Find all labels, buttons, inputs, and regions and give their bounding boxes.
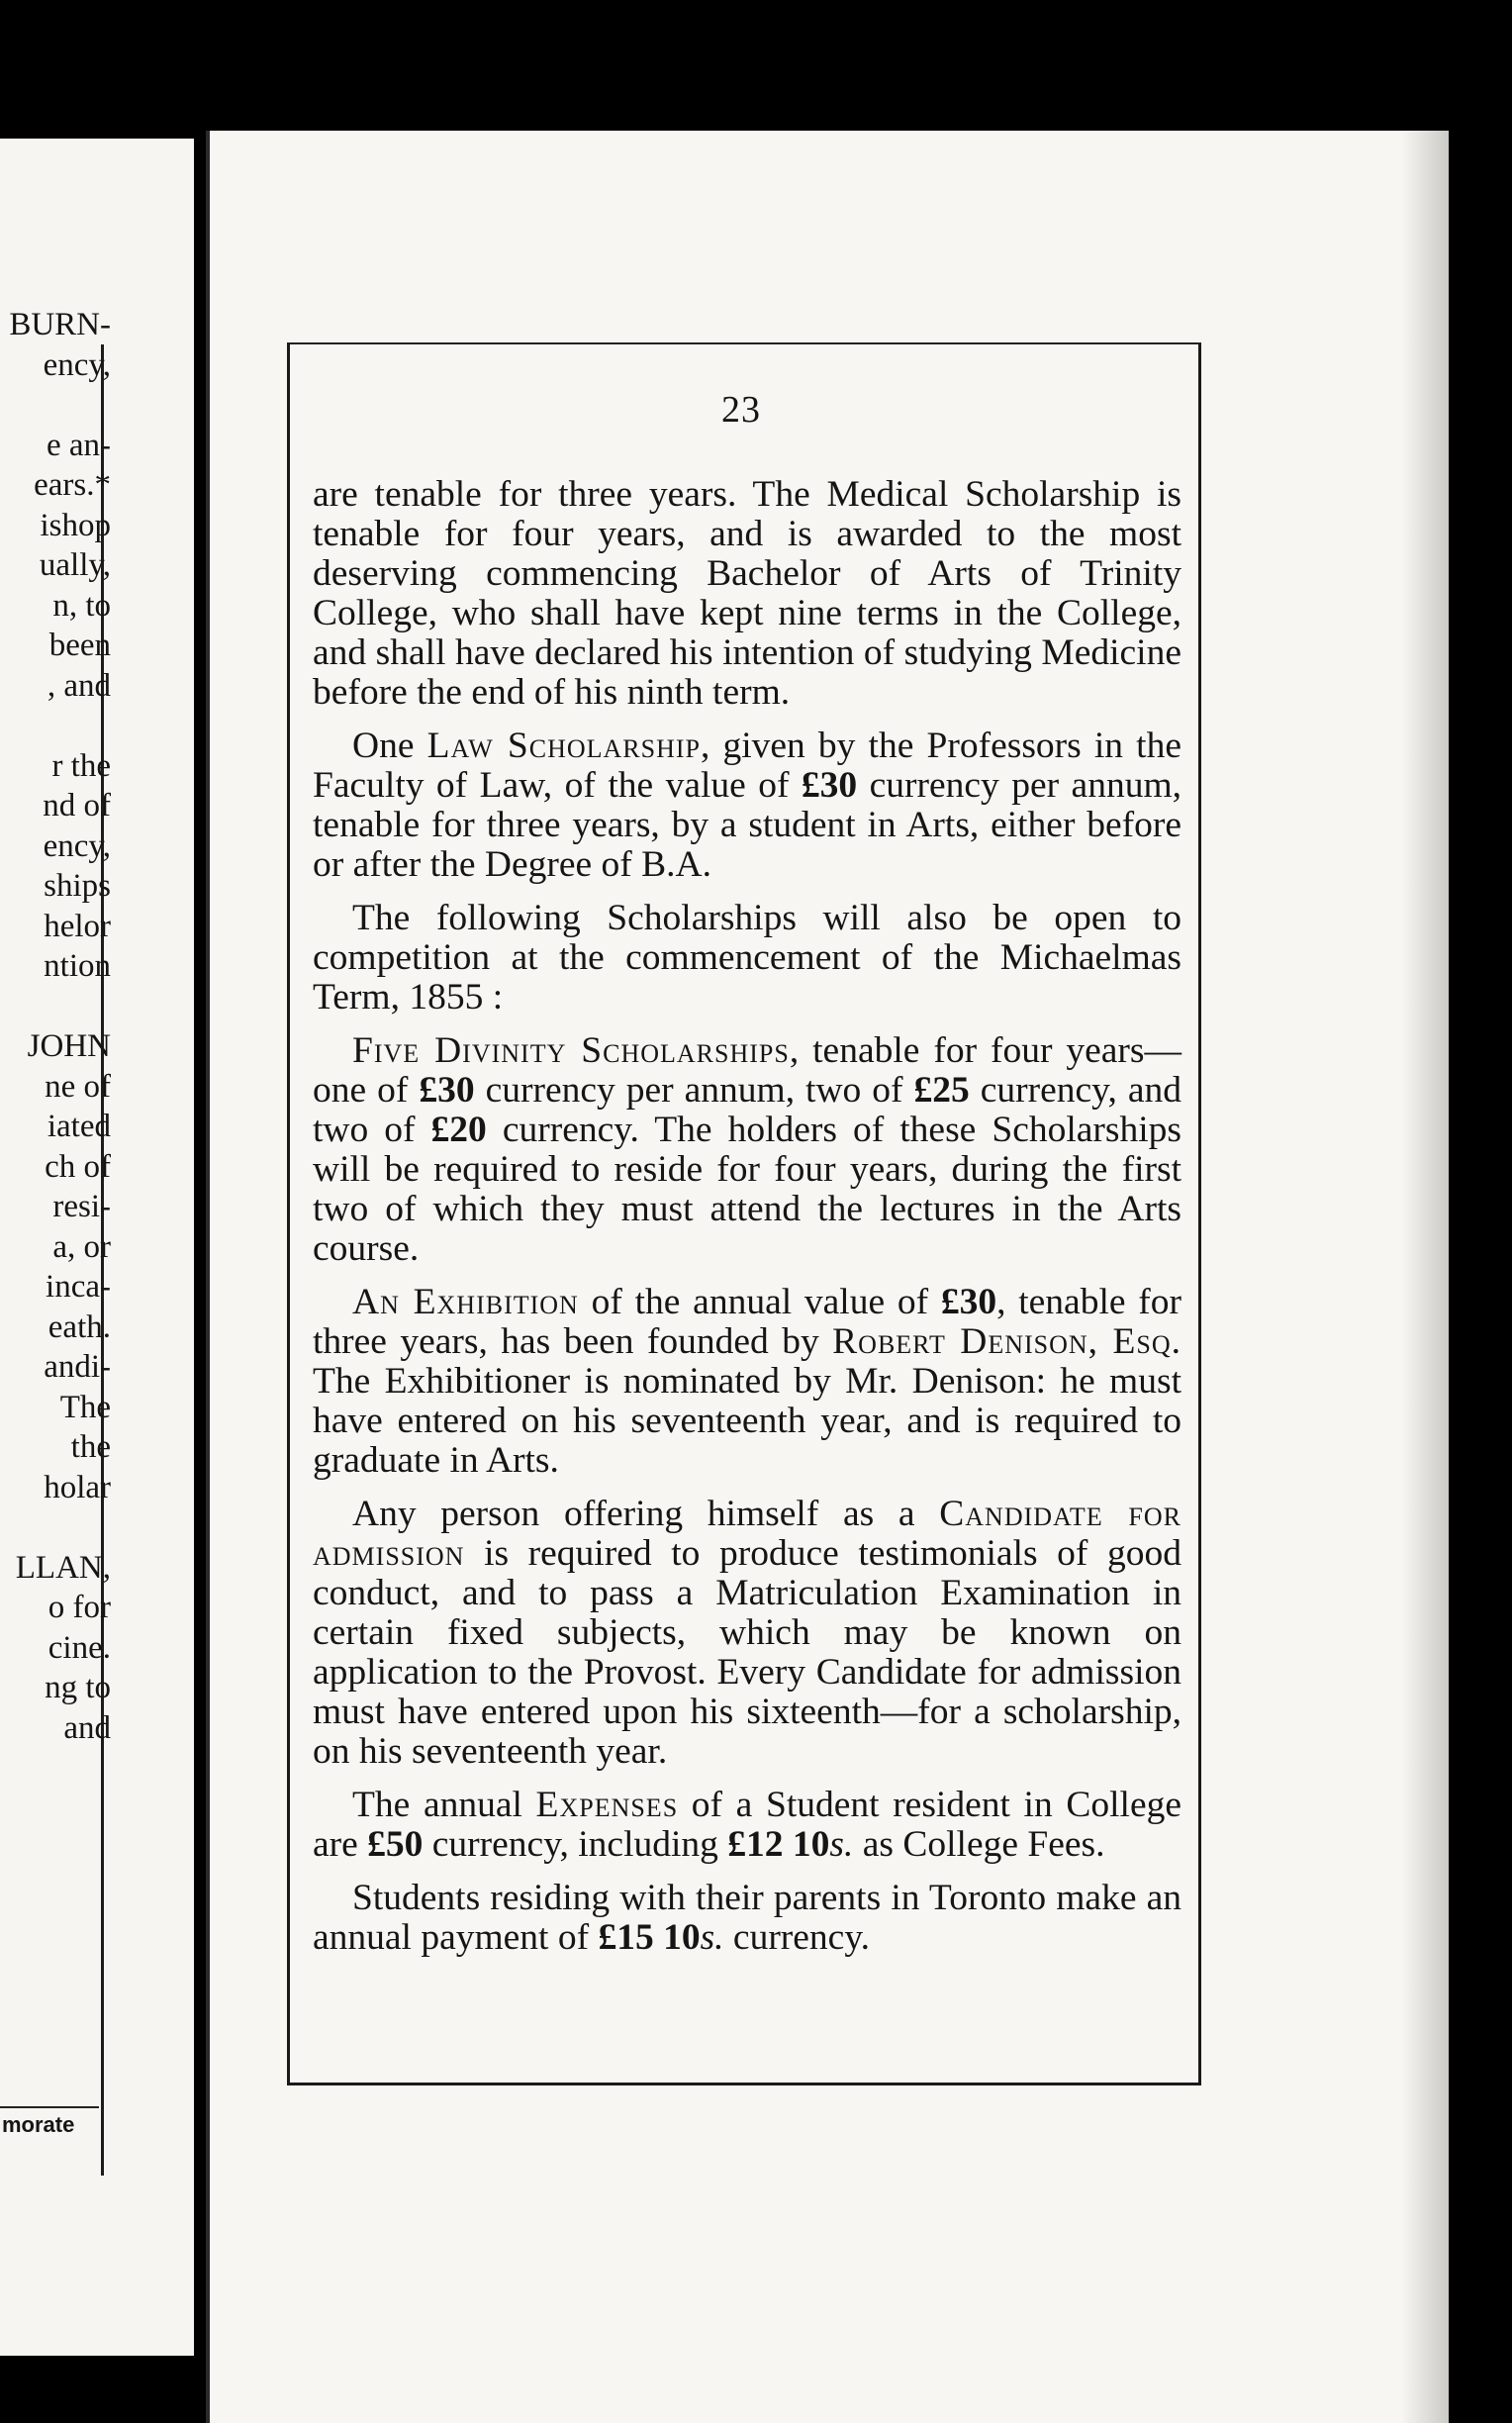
shillings-mark: s. xyxy=(700,1917,724,1958)
left-page-line: JOHN xyxy=(27,1028,111,1064)
left-page-line: and xyxy=(63,1709,111,1746)
text-run: currency, including xyxy=(423,1824,728,1865)
left-facing-page xyxy=(0,139,194,2356)
text-run: One xyxy=(352,726,427,766)
left-page-line: cine. xyxy=(47,1629,111,1666)
text-run: currency per annum, tenable for three years, by a student in Arts, either before or after the Degree of B.A. xyxy=(313,765,1181,885)
left-page-line: been xyxy=(48,628,111,663)
amount: £30 xyxy=(940,1282,997,1322)
left-page-line: helor xyxy=(44,908,111,944)
amount: £50 xyxy=(367,1824,424,1865)
founder-name: Robert Denison, Esq. xyxy=(832,1321,1181,1362)
left-page-line: LLAN, xyxy=(15,1549,111,1586)
amount: £30 xyxy=(801,765,858,806)
page-body-text xyxy=(313,475,1181,1972)
left-page-line: ntion xyxy=(44,948,111,984)
left-page-line xyxy=(0,987,111,1027)
amount: £25 xyxy=(913,1070,970,1111)
candidate-for-admission-term: Candidate for admission xyxy=(313,1494,1181,1574)
text-run: currency per annum, two of xyxy=(474,1070,914,1111)
left-page-line: andi- xyxy=(44,1349,111,1385)
left-page-footnote-fragment: morate xyxy=(2,2112,75,2137)
text-run: Students residing with their parents in Toronto make an annual payment of xyxy=(313,1878,1181,1958)
left-page-line: inca- xyxy=(46,1269,111,1305)
left-page-line: r the xyxy=(51,747,111,784)
amount: £20 xyxy=(430,1110,487,1150)
left-page-line: the xyxy=(70,1429,111,1465)
left-page-line: ne of xyxy=(45,1068,111,1105)
divinity-scholarships-term: Five Divinity Scholarships xyxy=(352,1030,790,1071)
left-page-line: e an- xyxy=(46,427,111,463)
left-page-line: ears.* xyxy=(34,467,111,503)
left-page-line: The xyxy=(59,1389,111,1425)
left-page-line: ships xyxy=(44,868,111,904)
left-page-line: ng to xyxy=(45,1670,111,1705)
paragraph-expenses xyxy=(313,1786,1181,1865)
text-run: currency. The holders of these Scholarships will be required to reside for four years, during the first two of which they must attend the lectures in the Arts course. xyxy=(313,1110,1181,1269)
amount: £12 10 xyxy=(727,1824,830,1865)
amount: £15 10 xyxy=(598,1917,701,1958)
paragraph-medical-scholarship: are tenable for three years. The Medical Scholarship is tenable for four years, and is awarded to the most deserving commencing Bachelor of Arts of Trinity College, who shall have kept nine terms in the College, and shall have declared his intention of studying Medicine before the end of his ninth term. xyxy=(313,474,1181,713)
left-page-line: ually, xyxy=(39,547,111,583)
exhibition-term: An Exhibition xyxy=(352,1282,579,1322)
left-page-line: ency, xyxy=(43,346,111,383)
text-run: , given by the Professors in the Faculty of Law, of the value of xyxy=(313,726,1181,806)
left-page-bottom-rule xyxy=(0,2106,99,2108)
text-run: currency. xyxy=(723,1917,871,1958)
text-run: of a Student resident in College are xyxy=(313,1785,1181,1865)
text-run: of the annual value of xyxy=(578,1282,941,1322)
text-run: The Exhibitioner is nominated by Mr. Denison: he must have entered on his seventeenth year, and is required to graduate in Arts. xyxy=(313,1361,1181,1481)
text-run: , tenable for four years—one of xyxy=(313,1030,1181,1111)
page-number: 23 xyxy=(721,389,761,431)
left-page-line: ishop xyxy=(40,507,111,543)
left-page-line xyxy=(0,706,111,746)
paragraph-exhibition xyxy=(313,1283,1181,1481)
paragraph-residing-with-parents xyxy=(313,1879,1181,1958)
left-page-line: holar xyxy=(44,1469,111,1505)
left-page-line: n, to xyxy=(52,587,111,624)
page-edge-shadow xyxy=(1401,131,1449,2423)
paragraph-law-scholarship xyxy=(313,727,1181,885)
amount: £30 xyxy=(419,1070,475,1111)
left-page-line xyxy=(0,1507,111,1548)
text-run: currency, and two of xyxy=(313,1070,1182,1150)
text-run: is required to produce testimonials of good conduct, and to pass a Matriculation Examination in certain fixed subjects, which may be known on application to the Provost. Every Candidate for admission must have entered upon his sixteenth—for a scholarship, on his seventeenth year. xyxy=(313,1533,1181,1772)
left-page-line: eath. xyxy=(47,1308,111,1345)
left-page-line: o for xyxy=(47,1590,111,1625)
left-page-line: resi- xyxy=(52,1189,111,1224)
left-page-line: ch of xyxy=(45,1148,111,1185)
left-page-text-fragments xyxy=(0,305,111,1748)
left-page-line: nd of xyxy=(43,788,111,824)
paragraph-admission xyxy=(313,1495,1181,1772)
left-page-line: BURN- xyxy=(9,307,111,342)
left-page-line: , and xyxy=(47,667,111,704)
text-run: Any person offering himself as a xyxy=(352,1494,940,1534)
text-run: as College Fees. xyxy=(853,1824,1105,1865)
text-run: , tenable for three years, has been founded by xyxy=(313,1282,1182,1362)
left-page-line: iated xyxy=(47,1109,111,1144)
expenses-term: Expenses xyxy=(535,1785,679,1825)
text-run: The annual xyxy=(352,1785,536,1825)
paragraph-following-scholarships: The following Scholarships will also be open to competition at the commencement of the Michaelmas Term, 1855 : xyxy=(313,898,1181,1018)
paragraph-divinity-scholarships xyxy=(313,1031,1181,1269)
left-page-line xyxy=(0,385,111,426)
shillings-mark: s. xyxy=(829,1824,854,1865)
left-page-line: ency, xyxy=(43,827,111,864)
law-scholarship-term: Law Scholarship xyxy=(426,726,701,766)
left-page-line: a, or xyxy=(52,1228,111,1265)
